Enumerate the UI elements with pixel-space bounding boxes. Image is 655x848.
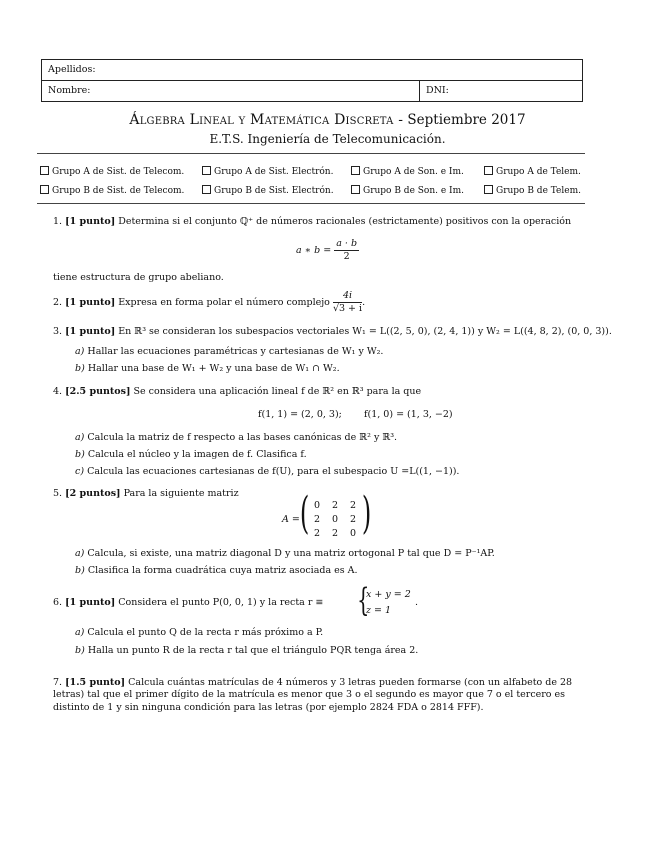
group-checkbox[interactable]: Grupo B de Sist. Electrón.	[202, 185, 334, 196]
question-5: 5. [2 puntos] Para la siguiente matriz	[53, 488, 239, 499]
q4-formula-1: f(1, 1) = (2, 0, 3);	[258, 409, 342, 420]
q4-formula-2: f(1, 0) = (1, 3, −2)	[364, 409, 453, 420]
checkbox-icon[interactable]	[351, 185, 360, 194]
q1-tail: tiene estructura de grupo abeliano.	[53, 272, 224, 283]
left-paren: (	[299, 488, 310, 539]
q5-matrix-lhs: A =	[282, 514, 300, 525]
q5-part-b: b) Clasifica la forma cuadrática cuya matriz asociada es A.	[75, 565, 358, 576]
nombre-row[interactable]	[42, 80, 582, 101]
group-checkbox[interactable]: Grupo B de Sist. de Telecom.	[40, 185, 184, 196]
dni-label: DNI:	[426, 85, 449, 96]
nombre-label: Nombre:	[48, 85, 91, 96]
q6-eq-1: x + y = 2	[366, 589, 411, 600]
q6-part-b: b) Halla un punto R de la recta r tal que el triángulo PQR tenga área 2.	[75, 645, 419, 656]
divider	[419, 81, 420, 101]
group-checkbox[interactable]: Grupo B de Telem.	[484, 185, 581, 196]
group-checkbox[interactable]: Grupo A de Telem.	[484, 166, 581, 177]
exam-date: Septiembre 2017	[407, 112, 526, 128]
q6-end: .	[415, 597, 419, 608]
checkbox-icon[interactable]	[40, 166, 49, 175]
question-1: 1. [1 punto] Determina si el conjunto ℚ⁺ de números racionales (estrictamente) positivos con la operación	[53, 216, 572, 227]
q4-part-a: a) Calcula la matriz de f respecto a las bases canónicas de ℝ² y ℝ³.	[75, 432, 398, 443]
question-4: 4. [2.5 puntos] Se considera una aplicación lineal f de ℝ² en ℝ³ para la que	[53, 386, 422, 397]
right-paren: )	[361, 488, 372, 539]
apellidos-row[interactable]	[42, 60, 582, 80]
question-3: 3. [1 punto] En ℝ³ se consideran los subespacios vectoriales W₁ = L((2, 5, 0), (2, 4, 1)) y W₂ = L((4, 8, 2), (0, 0, 3)).	[53, 326, 612, 337]
checkbox-icon[interactable]	[484, 185, 493, 194]
q4-part-c: c) Calcula las ecuaciones cartesianas de f(U), para el subespacio U =L((1, −1)).	[75, 466, 460, 477]
exam-title	[0, 112, 655, 128]
q4-part-b: b) Calcula el núcleo y la imagen de f. Clasifica f.	[75, 449, 307, 460]
checkbox-icon[interactable]	[351, 166, 360, 175]
group-checkbox[interactable]: Grupo A de Son. e Im.	[351, 166, 464, 177]
q6-eq-2: z = 1	[366, 605, 392, 616]
q1-formula: a ∗ b = $\frac{a \cdot b}{2}$	[295, 238, 358, 262]
q6-part-a: a) Calcula el punto Q de la recta r más próximo a P.	[75, 627, 324, 638]
checkbox-icon[interactable]	[40, 185, 49, 194]
question-6: 6. [1 punto] Considera el punto P(0, 0, 1) y la recta r ≡	[53, 597, 324, 608]
system-brace: {	[357, 581, 370, 619]
student-info-box	[41, 59, 583, 102]
divider	[37, 153, 585, 154]
q5-part-a: a) Calcula, si existe, una matriz diagonal D y una matriz ortogonal P tal que D = P⁻¹AP.	[75, 548, 495, 559]
school-name: E.T.S. Ingeniería de Telecomunicación.	[209, 132, 446, 146]
question-2: 2. [1 punto] Expresa en forma polar el número complejo $\frac{4i}{√3 + i}$ .	[53, 290, 366, 314]
divider	[37, 203, 585, 204]
checkbox-icon[interactable]	[202, 166, 211, 175]
apellidos-label: Apellidos:	[48, 64, 96, 75]
q3-part-b: b) Hallar una base de W₁ + W₂ y una base de W₁ ∩ W₂.	[75, 363, 340, 374]
q5-matrix: ( ) 0 2 2 2 0 2 2 2 0	[299, 488, 372, 539]
question-7: 7. [1.5 punto] Calcula cuántas matrículas de 4 números y 3 letras pueden formarse (con un alfabeto de 28 letras) tal que el primer dígito de la matrícula es menor que 3 o el segundo es mayor que 7 o el tercero es distinto de 1 y sin ninguna condición para las letras (por ejemplo 2824 FDA o 2814 FFF).	[53, 677, 573, 713]
checkbox-icon[interactable]	[484, 166, 493, 175]
checkbox-icon[interactable]	[202, 185, 211, 194]
group-checkbox[interactable]: Grupo A de Sist. Electrón.	[202, 166, 333, 177]
q3-part-a: a) Hallar las ecuaciones paramétricas y cartesianas de W₁ y W₂.	[75, 346, 384, 357]
group-checkbox[interactable]: Grupo B de Son. e Im.	[351, 185, 464, 196]
course-title: Álgebra Lineal y Matemática Discreta -	[129, 112, 404, 128]
group-checkbox[interactable]: Grupo A de Sist. de Telecom.	[40, 166, 184, 177]
